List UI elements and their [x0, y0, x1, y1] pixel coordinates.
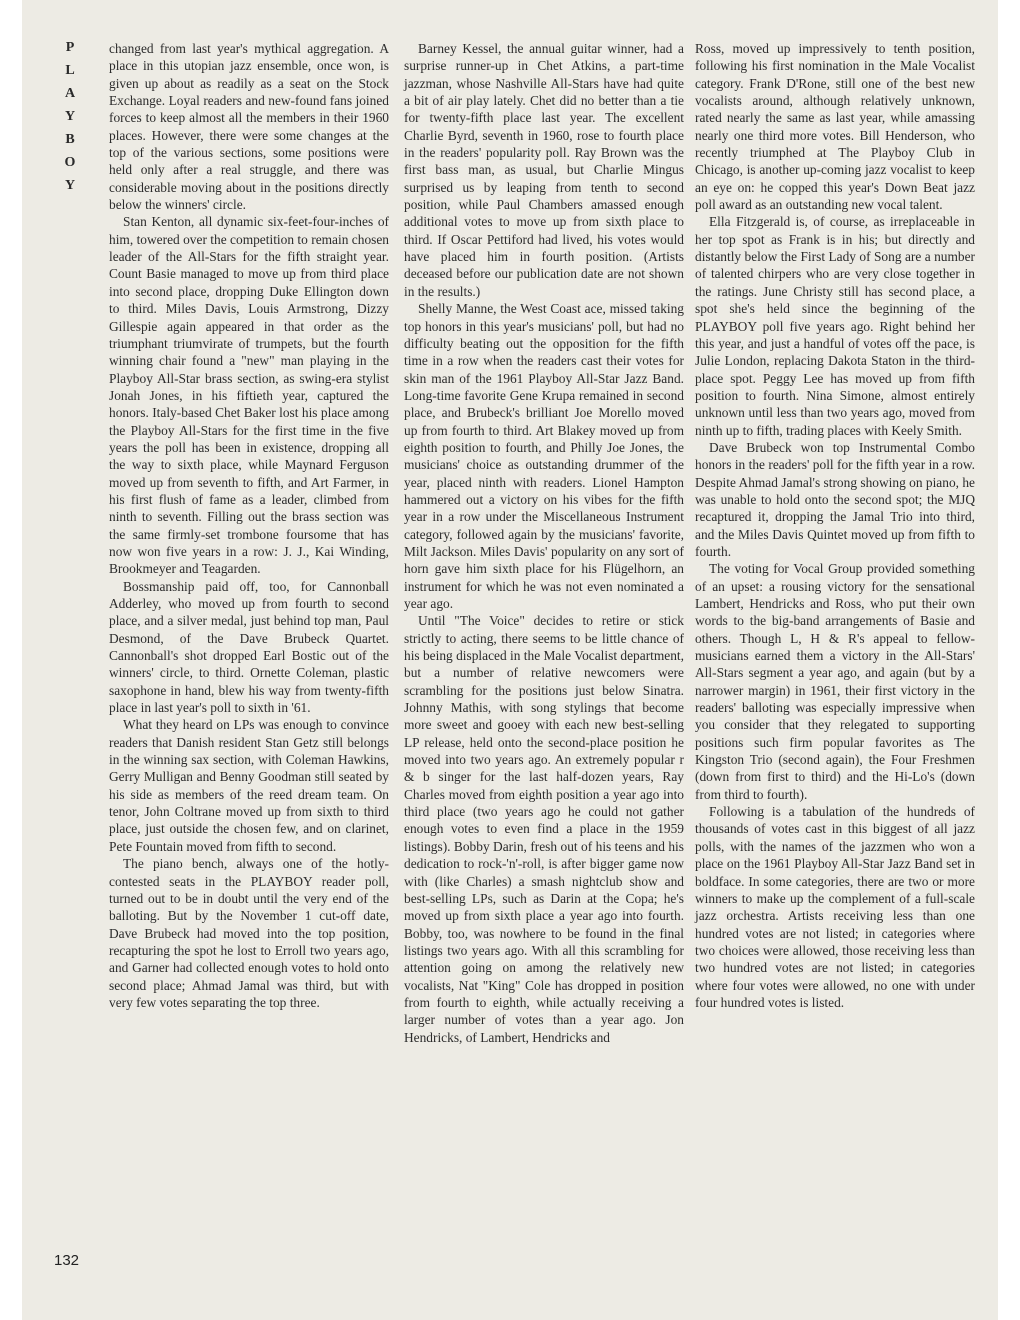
paragraph: The voting for Vocal Group provided something of an upset: a rousing victory for the sensational Lambert, Hendricks and Ross, who put their own words to the big-band arrangements of Basie and others. Though L, H & R's appeal to fellow-musicians earned them a victory in the All-Stars' All-Stars segment a year ago, and again (but by a narrower margin) in 1961, their first victory in the readers' balloting was especially impressive when you consider that they relegated to supporting positions such firm popular favorites as The Kingston Trio (second again), the Four Freshmen (down from first to third) and the Hi-Lo's (down from third to fourth). — [695, 561, 975, 802]
paragraph: Dave Brubeck won top Instrumental Combo honors in the readers' poll for the fifth year in a row. Despite Ahmad Jamal's strong showing on piano, he was unable to hold onto the second spot; the MJQ recaptured it, dropping the Jamal Trio into third, and the Miles Davis Quintet moved up from fifth to fourth. — [695, 439, 975, 559]
paragraph: Shelly Manne, the West Coast ace, missed taking top honors in this year's musicians' poll, but had no difficulty beating out the opposition for the fifth time in a row when the readers cast their votes for skin man of the 1961 Playboy All-Star Jazz Band. Long-time favorite Gene Krupa remained in second place, and Brubeck's brilliant Joe Morello moved up from fourth to third. Art Blakey moved up from eighth position to fourth, and Philly Joe Jones, the musicians' choice as outstanding drummer of the year, placed ninth with readers. Lionel Hampton hammered out a victory on his vibes for the fifth year in a row under the Miscellaneous Instrument category, followed again by the musicians' favorite, Milt Jackson. Miles Davis' popularity on any sort of horn gave him sixth place for his Flügelhorn, an instrument for which he was not even nominated a year ago. — [404, 301, 684, 611]
paragraph: Following is a tabulation of the hundreds of thousands of votes cast in this biggest of all jazz polls, with the names of the jazzmen who won a place on the 1961 Playboy All-Star Jazz Band set in boldface. In some categories, there are two or more winners to make up the complement of a full-scale jazz orchestra. Artists receiving less than one hundred votes are not listed; in categories where two choices were allowed, those receiving less than two hundred votes are not listed; in categories where four votes were allowed, no one with under four hundred votes is listed. — [695, 804, 975, 1010]
paragraph: Ross, moved up impressively to tenth position, following his first nomination in the Male Vocalist category. Frank D'Rone, still one of the best new vocalists around, although relatively unknown, rated nearly the same as last year, while amassing nearly one third more votes. Bill Henderson, who recently triumphed at The Playboy Club in Chicago, is another up-coming jazz vocalist to keep an eye on: he copped this year's Down Beat jazz poll award as an outstanding new vocal talent. — [695, 41, 975, 213]
paragraph: changed from last year's mythical aggregation. A place in this utopian jazz ensemble, once won, is given up about as readily as a seat on the Stock Exchange. Loyal readers and new-found fans joined forces to keep almost all the members in their 1960 places. However, there were some changes at the top of the various sections, some positions were held only after a real struggle, and there was considerable moving about in the positions directly below the winners' circle. — [109, 41, 389, 213]
page-number: 132 — [54, 1252, 80, 1269]
magazine-name-vertical: PLAYBOY — [64, 40, 76, 193]
paragraph: Barney Kessel, the annual guitar winner, had a surprise runner-up in Chet Atkins, a part-time jazzman, whose Nashville All-Stars have had quite a bit of air play lately. Chet did no better than a tie for twenty-fifth place last year. The excellent Charlie Byrd, seventh in 1960, rose to fourth place in the readers' popularity poll. Ray Brown was the first bass man, as usual, but Charlie Mingus surprised us by leaping from tenth to second position, while Paul Chambers amassed enough additional votes to move up from sixth place to third. If Oscar Pettiford had lived, his votes would have placed him in fourth position. (Artists deceased before our publication date are not shown in the results.) — [404, 41, 684, 299]
paragraph: Stan Kenton, all dynamic six-feet-four-inches of him, towered over the competition to remain chosen leader of the All-Stars for the fifth straight year. Count Basie managed to move up from third place into second place, dropping Duke Ellington down to third. Miles Davis, Louis Armstrong, Dizzy Gillespie again appeared in that order as the triumphant triumvirate of trumpets, but the fourth winning chair found a "new" man playing in the Playboy All-Star brass section, as swing-era stylist Jonah Jones, in his fiftieth year, captured the honors. Italy-based Chet Baker lost his place among the Playboy All-Stars for the first time in the five years the poll has been in existence, dropping all the way to sixth place, while Maynard Ferguson moved up from seventh to fifth, and Art Farmer, in his first flush of fame as a leader, climbed from ninth to seventh. Filling out the brass section was the same firmly-set trombone foursome that has now won five years in a row: J. J., Kai Winding, Brookmeyer and Teagarden. — [109, 214, 389, 577]
paragraph: Until "The Voice" decides to retire or stick strictly to acting, there seems to be little chance of his being displaced in the Male Vocalist department, but a number of relative newcomers were scrambling for the positions just below Sinatra. Johnny Mathis, with song stylings that become more sweet and gooey with each new best-selling LP release, held onto the second-place position he moved into two years ago. An extremely popular r & b singer for the last half-dozen years, Ray Charles moved from eighth position a year ago into third place (two years ago he could not gather enough votes to even find a place in the 1959 listings). Bobby Darin, fresh out of his teens and his dedication to rock-'n'-roll, is after bigger game now with (like Charles) a smash nightclub show and best-selling LPs, such as Darin at the Copa; he's moved up from sixth place a year ago into fourth. Bobby, too, was nowhere to be found in the final listings two years ago. With all this scrambling for attention going on among the relatively new vocalists, Nat "King" Cole has dropped in position from fourth to eighth, while actually receiving a larger number of votes than a year ago. Jon Hendricks, of Lambert, Hendricks and — [404, 613, 684, 1045]
paragraph: Bossmanship paid off, too, for Cannonball Adderley, who moved up from fourth to second place, and a silver medal, just behind top man, Paul Desmond, of the Dave Brubeck Quartet. Cannonball's shot dropped Earl Bostic out of the winners' circle, to third. Ornette Coleman, plastic saxophone in hand, blew his way from twenty-fifth place in last year's poll to sixth in '61. — [109, 578, 389, 716]
paragraph: What they heard on LPs was enough to convince readers that Danish resident Stan Getz still belongs in the winning sax section, with Coleman Hawkins, Gerry Mulligan and Benny Goodman still seated by his side as members of the reed dream team. On tenor, John Coltrane moved up from sixth to third place, just outside the chosen few, and on clarinet, Pete Fountain moved from fifth to second. — [109, 717, 389, 854]
text-column-1 — [109, 40, 389, 1011]
magazine-page — [22, 0, 998, 1320]
text-column-3 — [695, 40, 975, 1011]
paragraph: The piano bench, always one of the hotly-contested seats in the PLAYBOY reader poll, turned out to be in doubt until the very end of the balloting. But by the November 1 cut-off date, Dave Brubeck had moved into the top position, recapturing the spot he lost to Erroll two years ago, and Garner had collected enough votes to hold onto second place; Ahmad Jamal was third, but with very few votes separating the top three. — [109, 856, 389, 1010]
paragraph: Ella Fitzgerald is, of course, as irreplaceable in her top spot as Frank is in his; but directly and distantly below the First Lady of Song are a number of talented chirpers who are very close together in the ratings. June Christy still has second place, a spot she's held since the beginning of the PLAYBOY poll five years ago. Right behind her this year, and just a handful of votes off the pace, is Julie London, replacing Dakota Staton in the third-place spot. Peggy Lee has moved up from fifth position to fourth. Nina Simone, almost entirely unknown until less than two years ago, moved from ninth up to fifth, trading places with Keely Smith. — [695, 214, 975, 438]
text-column-2 — [404, 40, 684, 1046]
